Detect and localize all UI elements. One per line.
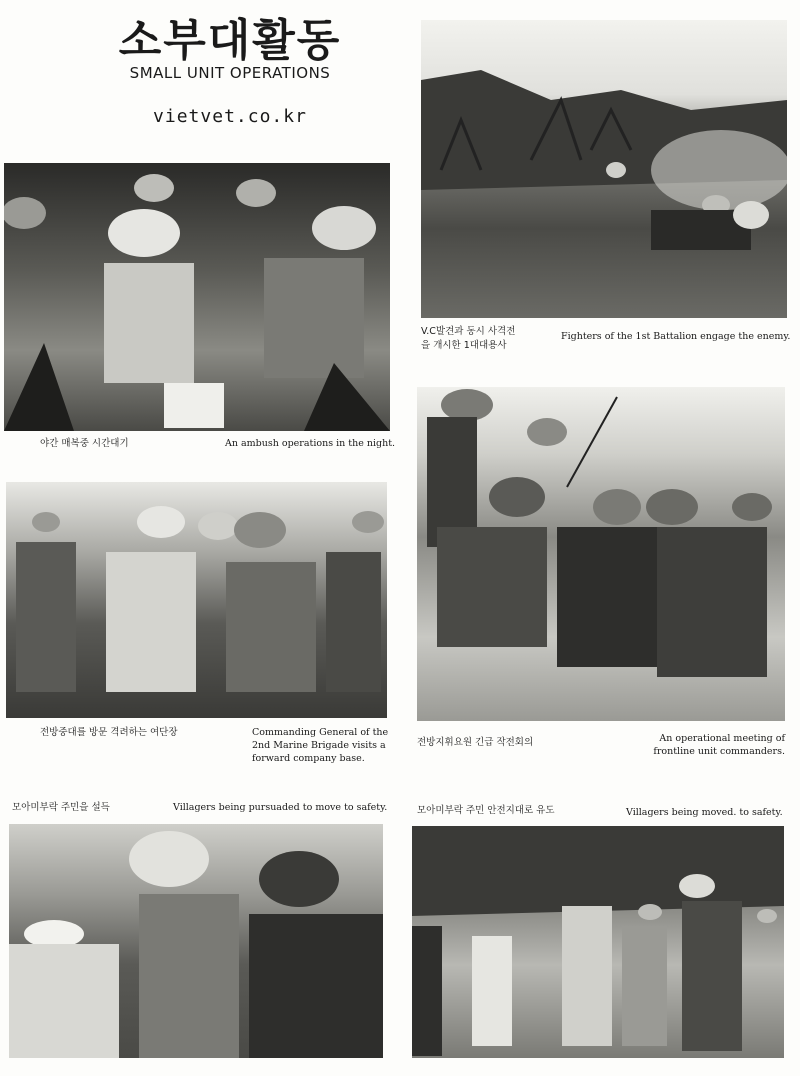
photo-villagers-moved bbox=[412, 826, 784, 1058]
caption-ko-night-ambush: 야간 매복중 시간대기 bbox=[40, 438, 129, 449]
photo-night-ambush bbox=[4, 163, 390, 431]
caption-ko-battalion-engage-line1: V.C발견과 동시 사격전 bbox=[421, 326, 516, 337]
caption-en-commanding-general-line3: forward company base. bbox=[252, 753, 365, 764]
photo-operational-meeting bbox=[417, 387, 785, 721]
photo-battalion-engage bbox=[421, 20, 787, 318]
caption-ko-villagers-persuaded: 모아미부락 주민을 설득 bbox=[12, 802, 110, 813]
photo-commanding-general bbox=[6, 482, 387, 718]
caption-ko-operational-meeting: 전방지휘요원 긴급 작전회의 bbox=[417, 737, 534, 748]
caption-en-operational-meeting-line2: frontline unit commanders. bbox=[653, 746, 785, 757]
website-watermark: vietvet.co.kr bbox=[153, 106, 307, 127]
caption-en-battalion-engage: Fighters of the 1st Battalion engage the enemy. bbox=[561, 331, 791, 342]
caption-en-commanding-general-line1: Commanding General of the bbox=[252, 727, 389, 738]
page-title-english: SMALL UNIT OPERATIONS bbox=[129, 64, 331, 82]
caption-en-operational-meeting-line1: An operational meeting of bbox=[659, 733, 785, 744]
caption-ko-villagers-moved: 모아미부락 주민 안전지대로 유도 bbox=[417, 805, 555, 816]
caption-en-night-ambush: An ambush operations in the night. bbox=[225, 438, 396, 449]
page-title-korean: 소부대활동 bbox=[118, 15, 342, 66]
caption-en-villagers-persuaded: Villagers being pursuaded to move to safety. bbox=[173, 802, 388, 813]
caption-en-commanding-general-line2: 2nd Marine Brigade visits a bbox=[252, 740, 386, 751]
caption-ko-commanding-general: 전방중대를 방문 격려하는 여단장 bbox=[40, 727, 178, 738]
caption-ko-battalion-engage-line2: 을 개시한 1대대용사 bbox=[421, 340, 507, 351]
photo-villagers-persuaded bbox=[9, 824, 383, 1058]
caption-en-villagers-moved: Villagers being moved. to safety. bbox=[626, 807, 783, 818]
